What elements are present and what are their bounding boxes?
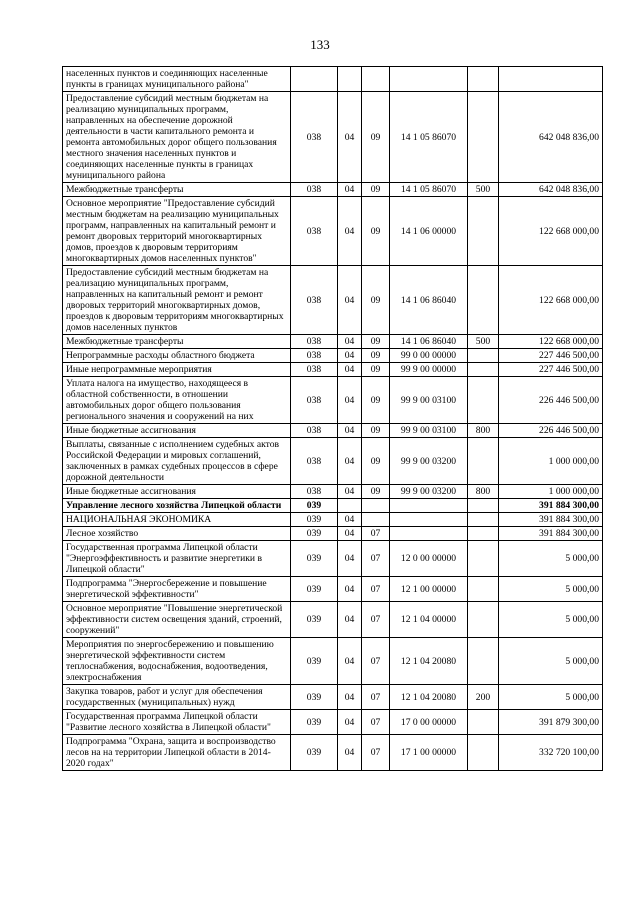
row-name-cell: Лесное хозяйство (63, 527, 291, 541)
target-article-cell: 99 9 00 03100 (390, 377, 468, 424)
amount-cell: 642 048 836,00 (499, 183, 603, 197)
table-row (63, 438, 603, 485)
amount-cell: 332 720 100,00 (499, 735, 603, 771)
expense-type-cell (468, 638, 499, 685)
expense-type-cell: 500 (468, 335, 499, 349)
expense-type-cell (468, 527, 499, 541)
subsection-code-cell: 09 (362, 335, 390, 349)
amount-cell: 122 668 000,00 (499, 335, 603, 349)
amount-cell: 1 000 000,00 (499, 485, 603, 499)
amount-cell (499, 67, 603, 92)
row-name-cell: Иные непрограммные мероприятия (63, 363, 291, 377)
table-row (63, 577, 603, 602)
subsection-code-cell: 09 (362, 438, 390, 485)
subsection-code-cell: 09 (362, 363, 390, 377)
amount-cell: 5 000,00 (499, 577, 603, 602)
grbs-code-cell: 038 (291, 266, 338, 335)
expense-type-cell (468, 349, 499, 363)
table-row (63, 638, 603, 685)
expense-type-cell (468, 92, 499, 183)
target-article-cell (390, 527, 468, 541)
expense-type-cell: 500 (468, 183, 499, 197)
expense-type-cell (468, 577, 499, 602)
amount-cell: 5 000,00 (499, 541, 603, 577)
row-name-cell: Государственная программа Липецкой области "Энергоэффективность и развитие энергетики в Липецкой области" (63, 541, 291, 577)
table-row (63, 485, 603, 499)
row-name-cell: Выплаты, связанные с исполнением судебных актов Российской Федерации и мировых соглашений, заключенных в рамках судебных процессов в сфере дорожной деятельности (63, 438, 291, 485)
subsection-code-cell: 09 (362, 197, 390, 266)
grbs-code-cell: 038 (291, 377, 338, 424)
target-article-cell: 12 0 00 00000 (390, 541, 468, 577)
target-article-cell: 14 1 06 86040 (390, 335, 468, 349)
expense-type-cell (468, 363, 499, 377)
subsection-code-cell: 07 (362, 710, 390, 735)
row-name-cell: Иные бюджетные ассигнования (63, 424, 291, 438)
section-code-cell: 04 (338, 92, 362, 183)
subsection-code-cell: 07 (362, 541, 390, 577)
subsection-code-cell (362, 513, 390, 527)
section-code-cell: 04 (338, 266, 362, 335)
row-name-cell: населенных пунктов и соединяющих населенные пункты в границах муниципального района" (63, 67, 291, 92)
expense-type-cell (468, 438, 499, 485)
table-row (63, 377, 603, 424)
amount-cell: 227 446 500,00 (499, 363, 603, 377)
target-article-cell: 14 1 05 86070 (390, 92, 468, 183)
expense-type-cell (468, 197, 499, 266)
target-article-cell: 12 1 04 20080 (390, 685, 468, 710)
grbs-code-cell (291, 67, 338, 92)
amount-cell: 391 879 300,00 (499, 710, 603, 735)
grbs-code-cell: 039 (291, 541, 338, 577)
section-code-cell: 04 (338, 424, 362, 438)
section-code-cell: 04 (338, 638, 362, 685)
grbs-code-cell: 038 (291, 92, 338, 183)
amount-cell: 5 000,00 (499, 602, 603, 638)
table-row (63, 363, 603, 377)
table-row (63, 349, 603, 363)
table-row (63, 335, 603, 349)
subsection-code-cell: 07 (362, 685, 390, 710)
amount-cell: 226 446 500,00 (499, 377, 603, 424)
table-body (63, 67, 603, 771)
section-code-cell: 04 (338, 183, 362, 197)
target-article-cell: 99 9 00 03100 (390, 424, 468, 438)
row-name-cell: Предоставление субсидий местным бюджетам на реализацию муниципальных программ, направленных на обеспечение дорожной деятельности в части капитального ремонта и ремонта автомобильных дорог общего пользования местного значения населенных пунктов и соединяющих населенные пункты в границах муниципального района (63, 92, 291, 183)
budget-table (62, 66, 603, 771)
amount-cell: 391 884 300,00 (499, 527, 603, 541)
amount-cell: 226 446 500,00 (499, 424, 603, 438)
target-article-cell: 12 1 04 00000 (390, 602, 468, 638)
subsection-code-cell: 07 (362, 602, 390, 638)
amount-cell: 227 446 500,00 (499, 349, 603, 363)
section-code-cell: 04 (338, 349, 362, 363)
row-name-cell: Иные бюджетные ассигнования (63, 485, 291, 499)
table-row (63, 183, 603, 197)
grbs-code-cell: 039 (291, 602, 338, 638)
expense-type-cell (468, 541, 499, 577)
subsection-code-cell: 09 (362, 485, 390, 499)
target-article-cell: 99 9 00 00000 (390, 363, 468, 377)
row-name-cell: НАЦИОНАЛЬНАЯ ЭКОНОМИКА (63, 513, 291, 527)
grbs-code-cell: 039 (291, 735, 338, 771)
section-code-cell: 04 (338, 513, 362, 527)
table-row (63, 735, 603, 771)
amount-cell: 122 668 000,00 (499, 266, 603, 335)
section-code-cell: 04 (338, 377, 362, 424)
table-row (63, 541, 603, 577)
grbs-code-cell: 038 (291, 197, 338, 266)
target-article-cell: 99 9 00 03200 (390, 438, 468, 485)
row-name-cell: Основное мероприятие "Повышение энергетической эффективности систем освещения зданий, строений, сооружений" (63, 602, 291, 638)
target-article-cell: 14 1 06 86040 (390, 266, 468, 335)
grbs-code-cell: 039 (291, 710, 338, 735)
table-row (63, 513, 603, 527)
target-article-cell: 99 9 00 03200 (390, 485, 468, 499)
subsection-code-cell: 09 (362, 424, 390, 438)
row-name-cell: Закупка товаров, работ и услуг для обеспечения государственных (муниципальных) нужд (63, 685, 291, 710)
grbs-code-cell: 038 (291, 485, 338, 499)
row-name-cell: Основное мероприятие "Предоставление субсидий местным бюджетам на реализацию муниципальных программ, направленных на капитальный ремонт и ремонт дворовых территорий многоквартирных домов, проездов к дворовым территориям многоквартирных домов населенных пунктов" (63, 197, 291, 266)
table-row (63, 67, 603, 92)
section-code-cell: 04 (338, 710, 362, 735)
row-name-cell: Мероприятия по энергосбережению и повышению энергетической эффективности систем теплоснабжения, водоснабжения, водоотведения, электроснабжения (63, 638, 291, 685)
expense-type-cell: 200 (468, 685, 499, 710)
target-article-cell: 99 0 00 00000 (390, 349, 468, 363)
section-code-cell: 04 (338, 735, 362, 771)
grbs-code-cell: 039 (291, 527, 338, 541)
grbs-code-cell: 039 (291, 499, 338, 513)
amount-cell: 642 048 836,00 (499, 92, 603, 183)
target-article-cell (390, 513, 468, 527)
expense-type-cell (468, 499, 499, 513)
table-row (63, 710, 603, 735)
section-code-cell: 04 (338, 541, 362, 577)
row-name-cell: Межбюджетные трансферты (63, 335, 291, 349)
expense-type-cell (468, 735, 499, 771)
table-row (63, 197, 603, 266)
expense-type-cell (468, 266, 499, 335)
amount-cell: 122 668 000,00 (499, 197, 603, 266)
section-code-cell: 04 (338, 527, 362, 541)
table-row (63, 424, 603, 438)
row-name-cell: Предоставление субсидий местным бюджетам на реализацию муниципальных программ, направленных на капитальный ремонт и ремонт дворовых территорий многоквартирных домов, проездов к дворовым территориям многоквартирных домов населенных пунктов (63, 266, 291, 335)
grbs-code-cell: 038 (291, 335, 338, 349)
target-article-cell: 14 1 06 00000 (390, 197, 468, 266)
row-name-cell: Межбюджетные трансферты (63, 183, 291, 197)
section-code-cell: 04 (338, 485, 362, 499)
target-article-cell (390, 499, 468, 513)
grbs-code-cell: 038 (291, 363, 338, 377)
section-code-cell (338, 67, 362, 92)
subsection-code-cell: 09 (362, 377, 390, 424)
subsection-code-cell: 09 (362, 266, 390, 335)
subsection-code-cell: 09 (362, 92, 390, 183)
row-name-cell: Непрограммные расходы областного бюджета (63, 349, 291, 363)
grbs-code-cell: 038 (291, 424, 338, 438)
row-name-cell: Подпрограмма "Охрана, защита и воспроизводство лесов на на территории Липецкой области в 2014-2020 годах" (63, 735, 291, 771)
target-article-cell (390, 67, 468, 92)
expense-type-cell (468, 67, 499, 92)
subsection-code-cell (362, 499, 390, 513)
expense-type-cell (468, 710, 499, 735)
target-article-cell: 14 1 05 86070 (390, 183, 468, 197)
table-row (63, 527, 603, 541)
target-article-cell: 17 1 00 00000 (390, 735, 468, 771)
target-article-cell: 17 0 00 00000 (390, 710, 468, 735)
grbs-code-cell: 039 (291, 577, 338, 602)
page-number: 133 (310, 37, 330, 52)
section-code-cell: 04 (338, 197, 362, 266)
amount-cell: 1 000 000,00 (499, 438, 603, 485)
section-code-cell: 04 (338, 363, 362, 377)
table-row (63, 602, 603, 638)
grbs-code-cell: 038 (291, 349, 338, 363)
subsection-code-cell: 09 (362, 349, 390, 363)
section-code-cell: 04 (338, 577, 362, 602)
section-code-cell: 04 (338, 685, 362, 710)
grbs-code-cell: 039 (291, 513, 338, 527)
expense-type-cell (468, 513, 499, 527)
row-name-cell: Государственная программа Липецкой области "Развитие лесного хозяйства в Липецкой области" (63, 710, 291, 735)
amount-cell: 5 000,00 (499, 638, 603, 685)
table-row (63, 685, 603, 710)
table-row (63, 92, 603, 183)
target-article-cell: 12 1 00 00000 (390, 577, 468, 602)
expense-type-cell: 800 (468, 424, 499, 438)
expense-type-cell: 800 (468, 485, 499, 499)
row-name-cell: Подпрограмма "Энергосбережение и повышение энергетической эффективности" (63, 577, 291, 602)
subsection-code-cell: 07 (362, 735, 390, 771)
row-name-cell: Уплата налога на имущество, находящееся в областной собственности, в отношении автомобильных дорог общего пользования регионального значения и сооружений на них (63, 377, 291, 424)
subsection-code-cell: 07 (362, 527, 390, 541)
expense-type-cell (468, 602, 499, 638)
table-row (63, 499, 603, 513)
amount-cell: 5 000,00 (499, 685, 603, 710)
subsection-code-cell (362, 67, 390, 92)
row-name-cell: Управление лесного хозяйства Липецкой области (63, 499, 291, 513)
grbs-code-cell: 038 (291, 438, 338, 485)
section-code-cell: 04 (338, 602, 362, 638)
section-code-cell (338, 499, 362, 513)
section-code-cell: 04 (338, 438, 362, 485)
subsection-code-cell: 07 (362, 638, 390, 685)
subsection-code-cell: 07 (362, 577, 390, 602)
target-article-cell: 12 1 04 20080 (390, 638, 468, 685)
grbs-code-cell: 039 (291, 685, 338, 710)
section-code-cell: 04 (338, 335, 362, 349)
amount-cell: 391 884 300,00 (499, 499, 603, 513)
subsection-code-cell: 09 (362, 183, 390, 197)
expense-type-cell (468, 377, 499, 424)
table-row (63, 266, 603, 335)
amount-cell: 391 884 300,00 (499, 513, 603, 527)
grbs-code-cell: 039 (291, 638, 338, 685)
grbs-code-cell: 038 (291, 183, 338, 197)
